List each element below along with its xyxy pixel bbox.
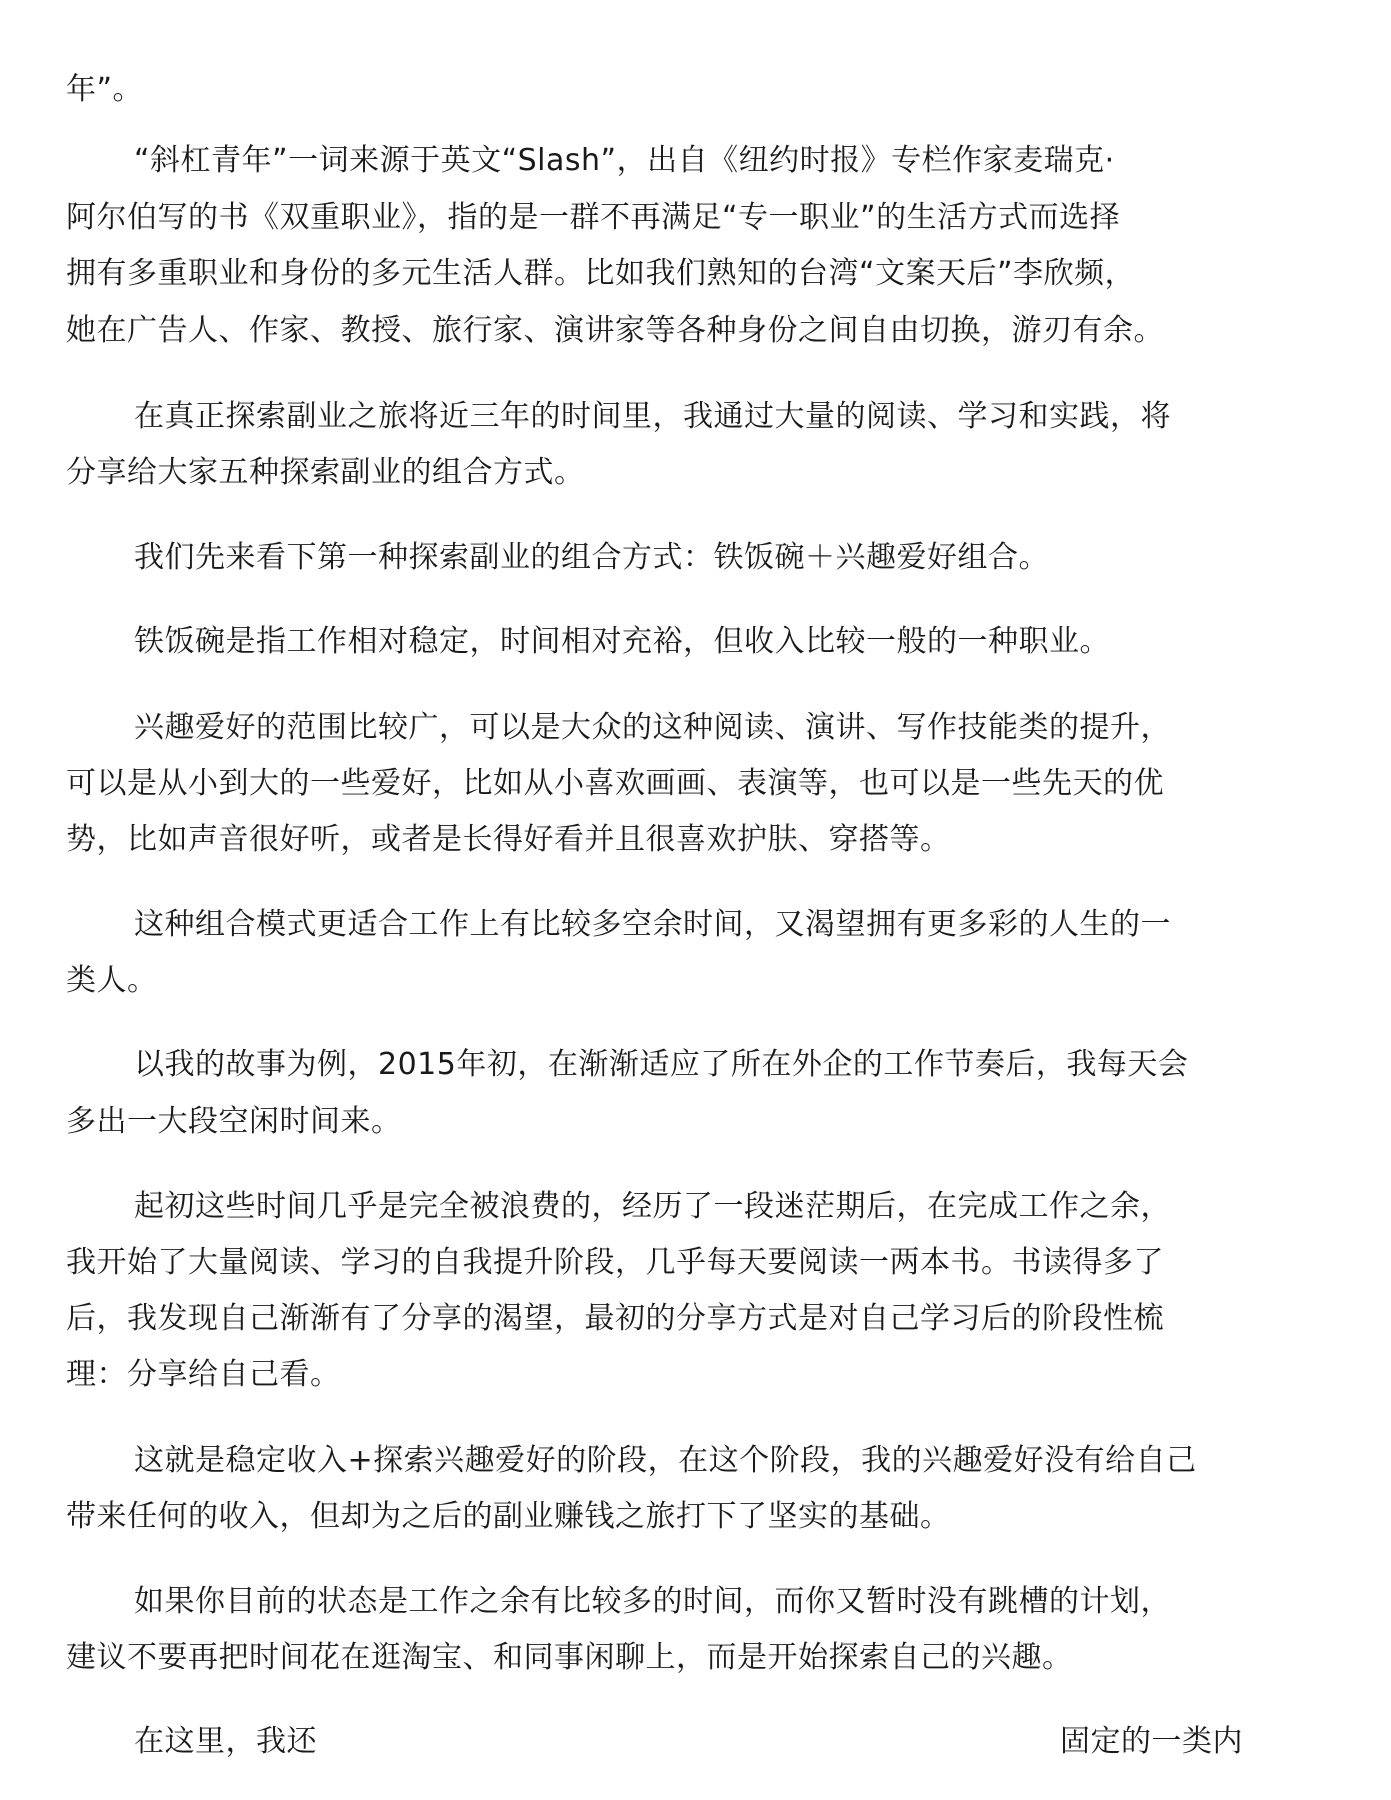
text-line: 势，比如声音很好听，或者是长得好看并且很喜欢护肤、穿搭等。 [66,822,951,857]
text-line: 她在广告人、作家、教授、旅行家、演讲家等各种身份之间自由切换，游刃有余。 [66,313,1164,348]
text-line: 年”。 [66,72,144,107]
text-line: 阿尔伯写的书《双重职业》，指的是一群不再满足“专一职业”的生活方式而选择 [66,200,1121,235]
text-line: 如果你目前的状态是工作之余有比较多的时间，而你又暂时没有跳槽的计划， [134,1584,1171,1619]
text-line: 分享给大家五种探索副业的组合方式。 [66,455,585,490]
text-line: 多出一大段空闲时间来。 [66,1104,402,1139]
text-line: 我们先来看下第一种探索副业的组合方式：铁饭碗＋兴趣爱好组合。 [134,540,1049,575]
text-line: 建议不要再把时间花在逛淘宝、和同事闲聊上，而是开始探索自己的兴趣。 [66,1640,1073,1675]
text-line: 以我的故事为例，2015年初，在渐渐适应了所在外企的工作节奏后，我每天会 [134,1047,1189,1082]
text-line: 起初这些时间几乎是完全被浪费的，经历了一段迷茫期后，在完成工作之余， [134,1189,1171,1224]
text-line: “斜杠青年”一词来源于英文“Slash”，出自《纽约时报》专栏作家麦瑞克· [134,143,1115,178]
text-line: 在这里，我还 [134,1724,317,1759]
text-line: 铁饭碗是指工作相对稳定，时间相对充裕，但收入比较一般的一种职业。 [134,624,1110,659]
text-line-fragment: 固定的一类内 [1060,1724,1243,1759]
text-line: 带来任何的收入，但却为之后的副业赚钱之旅打下了坚实的基础。 [66,1499,951,1534]
text-line: 这就是稳定收入+探索兴趣爱好的阶段，在这个阶段，我的兴趣爱好没有给自己 [134,1443,1197,1478]
text-line: 可以是从小到大的一些爱好，比如从小喜欢画画、表演等，也可以是一些先天的优 [66,766,1164,801]
text-line: 我开始了大量阅读、学习的自我提升阶段，几乎每天要阅读一两本书。书读得多了 [66,1245,1164,1280]
text-line: 在真正探索副业之旅将近三年的时间里，我通过大量的阅读、学习和实践，将 [134,399,1171,434]
text-line: 类人。 [66,963,158,998]
text-line: 这种组合模式更适合工作上有比较多空余时间，又渴望拥有更多彩的人生的一 [134,907,1171,942]
text-line: 兴趣爱好的范围比较广，可以是大众的这种阅读、演讲、写作技能类的提升， [134,710,1171,745]
text-line: 理：分享给自己看。 [66,1357,341,1392]
text-line: 拥有多重职业和身份的多元生活人群。比如我们熟知的台湾“文案天后”李欣频， [66,256,1136,291]
text-line: 后，我发现自己渐渐有了分享的渴望，最初的分享方式是对自己学习后的阶段性梳 [66,1301,1164,1336]
